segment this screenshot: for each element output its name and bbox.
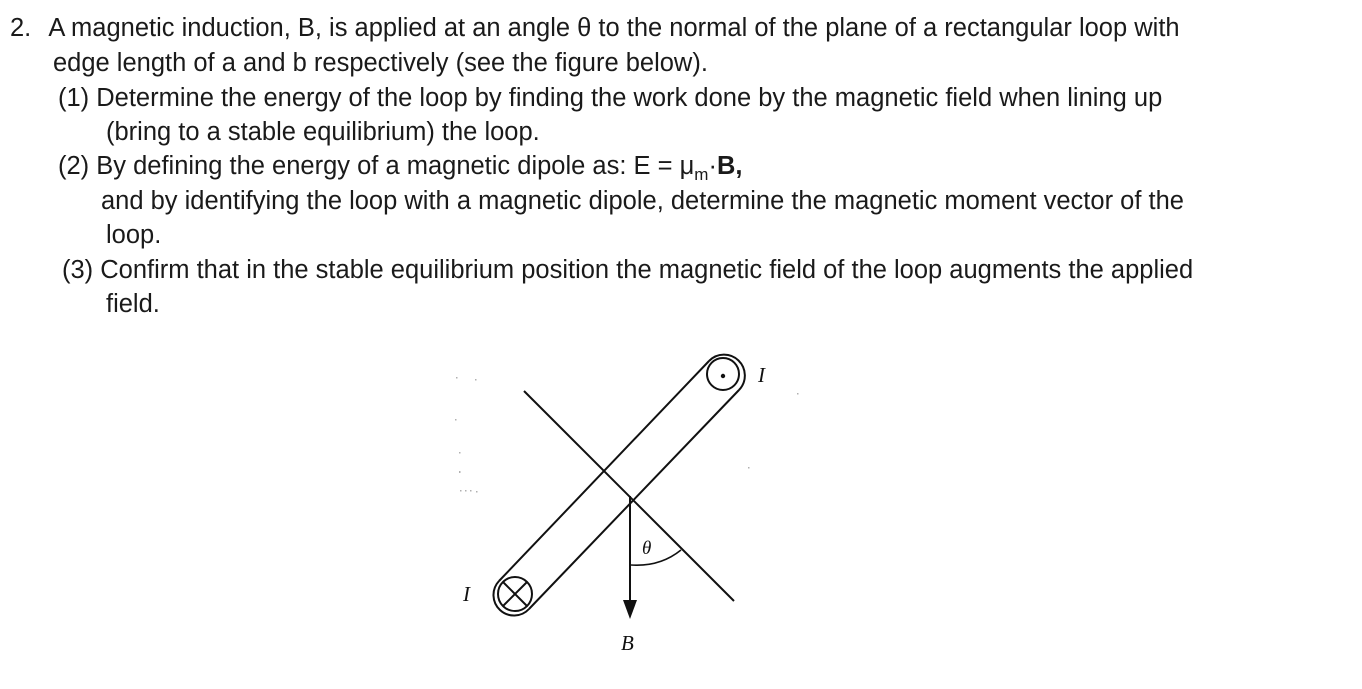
bold-b-vector: B,: [716, 152, 743, 180]
part-3-line-2: field.: [106, 290, 160, 318]
part-2-line-3: loop.: [106, 221, 162, 249]
part-2-line-2: and by identifying the loop with a magnetic dipole, determine the magnetic moment vector of the: [101, 187, 1184, 215]
current-out-of-page-icon: [707, 358, 739, 390]
angle-arc: [631, 550, 681, 565]
problem-intro-line-1: A magnetic induction, B, is applied at an angle θ to the normal of the plane of a rectangular loop with: [48, 14, 1180, 42]
scan-speckles: [455, 377, 799, 493]
part-3-line-1: (3) Confirm that in the stable equilibrium position the magnetic field of the loop augments the applied: [62, 256, 1194, 284]
field-arrow-b: [623, 496, 637, 619]
current-into-page-icon: [498, 577, 532, 611]
current-label-top: I: [758, 363, 765, 387]
problem-intro-line-2: edge length of a and b respectively (see the figure below).: [53, 49, 708, 77]
problem-number: 2.: [10, 14, 32, 42]
loop-edge-upper: [499, 361, 709, 581]
field-label-b: B: [621, 631, 634, 655]
angle-label-theta: θ: [642, 538, 652, 559]
part-1-line-1: (1) Determine the energy of the loop by finding the work done by the magnetic field when lining up: [58, 84, 1163, 112]
loop-edge-lower: [529, 390, 739, 609]
part-1-line-2: (bring to a stable equilibrium) the loop.: [106, 118, 540, 146]
current-label-bottom: I: [463, 582, 470, 606]
part-2-line-1-text: (2) By defining the energy of a magnetic dipole as: E = μ: [58, 152, 695, 180]
dot-operator: ·: [708, 152, 717, 180]
mu-subscript: m: [694, 165, 709, 184]
